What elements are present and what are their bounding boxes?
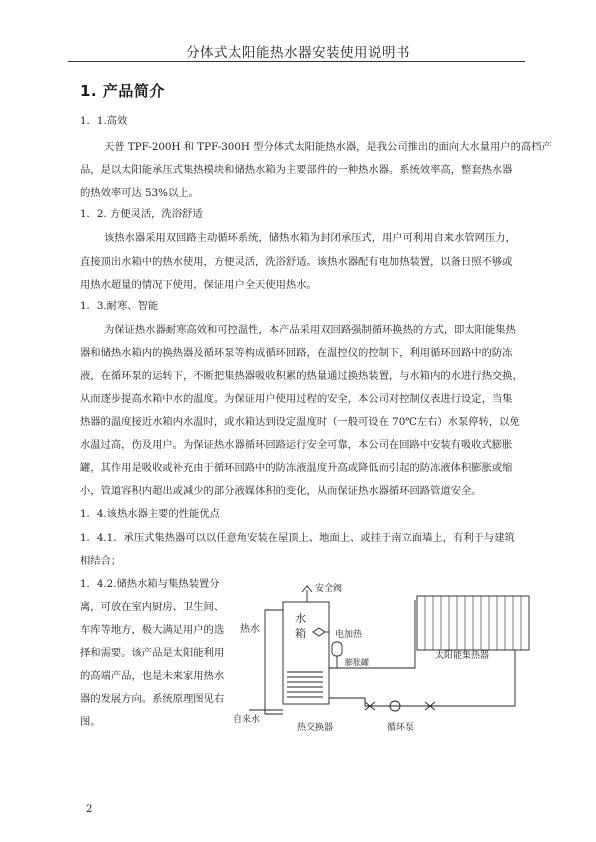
label-hot-water: 热水 xyxy=(240,624,260,635)
paragraph-line: 直接顶出水箱中的热水使用，方便灵活，洗浴舒适。该热水器配有电加热装置，以备日照不够或 xyxy=(80,256,513,268)
paragraph-line: 的热效率可达 53%以上。 xyxy=(80,187,199,199)
paragraph-line: 从而逐步提高水箱中水的温度。为保证用户使用过程的安全，本公司对控制仪表进行设定，当集 xyxy=(80,393,513,405)
label-circulation-pump: 循环泵 xyxy=(387,723,415,733)
paragraph-line: 器的发展方向。系统原理图见右 xyxy=(80,693,225,705)
paragraph-line: 液，在循环泵的运转下，不断把集热器吸收积累的热量通过换热装置，与水箱内的水进行热交换， xyxy=(80,370,523,382)
label-heat-exchanger: 热交换器 xyxy=(297,723,334,733)
subsection-heading-cold-resistance: 1．3.耐寒、智能 xyxy=(80,300,159,312)
subsection-heading-advantages: 1．4.该热水器主要的性能优点 xyxy=(80,508,220,520)
paragraph-line: 1．4.1．承压式集热器可以以任意角安装在屋顶上、地面上、或挂于南立面墙上，有利于与建筑 xyxy=(80,532,515,544)
header-divider xyxy=(68,61,525,62)
paragraph-line: 1．4.2.储热水箱与集热装置分 xyxy=(80,578,220,590)
paragraph-line: 罐，其作用是吸收或补充由于循环回路中的防冻液温度升高或降低而引起的防冻液体积膨胀或缩 xyxy=(80,462,513,474)
label-electric-heater: 电加热 xyxy=(335,630,363,640)
paragraph-line: 用热水超量的情况下使用，保证用户全天使用热水。 xyxy=(80,279,317,291)
page-number: 2 xyxy=(86,804,93,815)
paragraph-line: 热器的温度接近水箱内水温时，或水箱达到设定温度时（一般可设在 70℃左右）水泵停转，以免 xyxy=(80,416,520,428)
electric-heater-symbol xyxy=(313,628,325,636)
paragraph-line: 为保证热水器耐寒高效和可控温性，本产品采用双回路强制循环换热的方式，即太阳能集热 xyxy=(104,324,516,336)
subsection-heading-convenience: 1．2. 方便灵活，洗浴舒适 xyxy=(80,208,203,220)
label-solar-collector: 太阳能集热器 xyxy=(435,651,490,661)
document-header-title: 分体式太阳能热水器安装使用说明书 xyxy=(186,45,410,61)
paragraph-line: 品，是以太阳能承压式集热模块和储热水箱为主要部件的一种热水器。系统效率高，整套热水器 xyxy=(80,164,513,176)
subsection-heading-efficiency: 1．1.高效 xyxy=(80,115,128,127)
paragraph-line: 器和储热水箱内的换热器及循环泵等构成循环回路，在温控仪的控制下，利用循环回路中的防冻 xyxy=(80,347,513,359)
paragraph-line: 的高端产品，也是未来家用热水 xyxy=(80,670,225,682)
expansion-tank-symbol xyxy=(332,642,342,656)
paragraph-line: 离，可放在室内厨房、卫生间、 xyxy=(80,601,225,613)
section-title: 1. 产品简介 xyxy=(80,82,165,100)
label-safety-valve: 安全阀 xyxy=(315,584,343,594)
label-tap-water: 自来水 xyxy=(233,715,261,725)
heat-exchanger-coil xyxy=(287,672,323,697)
system-schematic-diagram xyxy=(225,580,535,738)
paragraph-line: 择和需要。该产品是太阳能利用 xyxy=(80,647,225,659)
paragraph-line: 车库等地方，极大满足用户的选 xyxy=(80,624,225,636)
water-tank xyxy=(283,602,329,704)
paragraph-line: 相结合； xyxy=(80,555,122,567)
paragraph-line: 天普 TPF-200H 和 TPF-300H 型分体式太阳能热水器，是我公司推出的面向大水量用户的高档产 xyxy=(104,141,552,153)
label-expansion-tank: 膨胀罐 xyxy=(345,658,369,667)
paragraph-line: 小，管道容积内超出或减少的部分液媒体积的变化，从而保证热水器循环回路管道安全。 xyxy=(80,485,482,497)
paragraph-line: 图。 xyxy=(80,716,101,728)
label-tank-line1: 水 xyxy=(295,612,306,625)
label-tank-line2: 箱 xyxy=(295,627,306,640)
paragraph-line: 该热水器采用双回路主动循环系统，储热水箱为封闭承压式，用户可利用自来水管网压力， xyxy=(104,232,516,244)
paragraph-line: 水温过高，伤及用户。为保证热水器循环回路运行安全可靠，本公司在回路中安装有吸收式膨胀 xyxy=(80,439,513,451)
